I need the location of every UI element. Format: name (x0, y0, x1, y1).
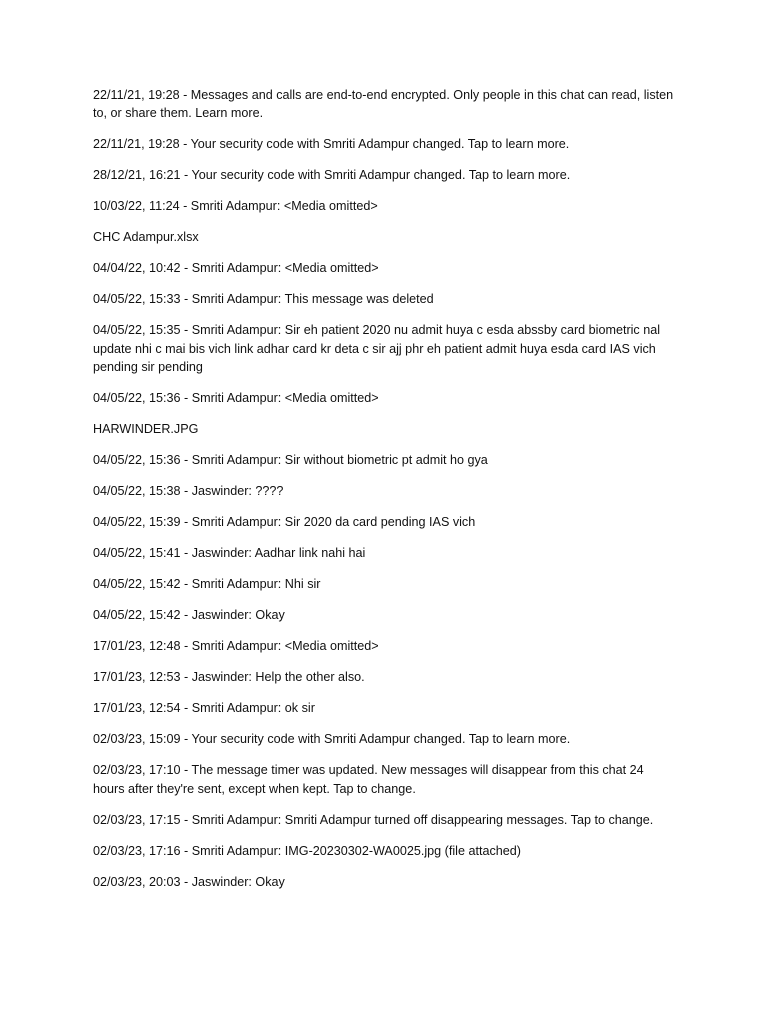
chat-line: 17/01/23, 12:48 - Smriti Adampur: <Media omitted> (93, 639, 379, 654)
chat-line: 04/05/22, 15:41 - Jaswinder: Aadhar link nahi hai (93, 546, 366, 561)
chat-line: 02/03/23, 17:15 - Smriti Adampur: Smriti Adampur turned off disappearing messages. Tap to change. (93, 812, 654, 827)
chat-line: 22/11/21, 19:28 - Your security code with Smriti Adampur changed. Tap to learn more. (93, 137, 570, 152)
chat-line: 04/05/22, 15:42 - Smriti Adampur: Nhi sir (93, 577, 321, 592)
chat-line: 17/01/23, 12:53 - Jaswinder: Help the other also. (93, 670, 365, 685)
chat-line: 02/03/23, 17:16 - Smriti Adampur: IMG-20230302-WA0025.jpg (file attached) (93, 843, 521, 858)
chat-line: 28/12/21, 16:21 - Your security code with Smriti Adampur changed. Tap to learn more. (93, 168, 571, 183)
chat-line: 04/05/22, 15:38 - Jaswinder: ???? (93, 484, 284, 499)
chat-line: 22/11/21, 19:28 - Messages and calls are end-to-end encrypted. Only people in this chat can read, listen to, or share them. Learn more. (93, 88, 674, 121)
chat-line: 04/05/22, 15:39 - Smriti Adampur: Sir 2020 da card pending IAS vich (93, 515, 476, 530)
chat-line: 02/03/23, 20:03 - Jaswinder: Okay (93, 874, 285, 889)
chat-line: 10/03/22, 11:24 - Smriti Adampur: <Media omitted> (93, 199, 378, 214)
chat-line: 04/05/22, 15:36 - Smriti Adampur: Sir without biometric pt admit ho gya (93, 453, 488, 468)
chat-line: 04/04/22, 10:42 - Smriti Adampur: <Media omitted> (93, 261, 379, 276)
chat-line: 02/03/23, 15:09 - Your security code with Smriti Adampur changed. Tap to learn more. (93, 732, 571, 747)
chat-line: 04/05/22, 15:36 - Smriti Adampur: <Media omitted> (93, 391, 379, 406)
chat-line: 17/01/23, 12:54 - Smriti Adampur: ok sir (93, 701, 315, 716)
chat-line: HARWINDER.JPG (93, 422, 199, 437)
chat-line: 04/05/22, 15:42 - Jaswinder: Okay (93, 608, 285, 623)
chat-line: 04/05/22, 15:33 - Smriti Adampur: This message was deleted (93, 292, 434, 307)
chat-line: 04/05/22, 15:35 - Smriti Adampur: Sir eh patient 2020 nu admit huya c esda abssby card biometric nal update nhi c mai bis vich link adhar card kr deta c sir ajj phr eh patient admit huya esda card IAS vich pending sir pending (93, 323, 661, 375)
document-page (93, 86, 678, 904)
chat-line: CHC Adampur.xlsx (93, 230, 199, 245)
chat-line: 02/03/23, 17:10 - The message timer was updated. New messages will disappear from this chat 24 hours after they're sent, except when kept. Tap to change. (93, 763, 644, 796)
